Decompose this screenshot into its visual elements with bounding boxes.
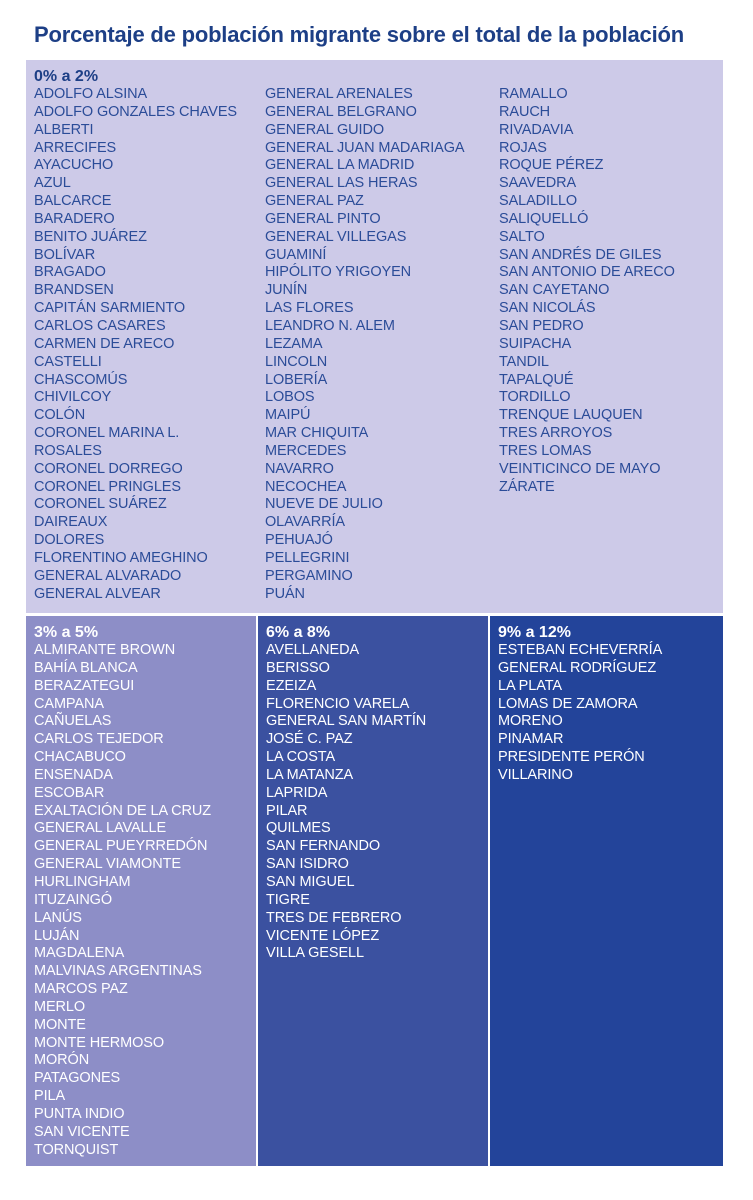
municipality-item: GENERAL RODRÍGUEZ [498, 659, 657, 676]
municipality-item: BALCARCE [34, 193, 112, 210]
municipality-item: CAMPANA [34, 695, 104, 712]
group-0-2-percent [26, 60, 723, 613]
municipality-item: GENERAL ALVARADO [34, 567, 182, 584]
municipality-item: MARCOS PAZ [34, 981, 128, 998]
municipality-item: CORONEL DORREGO [34, 460, 183, 477]
municipality-item: CARMEN DE ARECO [34, 335, 175, 352]
municipality-item: AVELLANEDA [266, 642, 360, 658]
municipality-item: ESTEBAN ECHEVERRÍA [498, 642, 663, 658]
municipality-item: GENERAL PINTO [265, 210, 381, 227]
municipality-item: GENERAL ALVEAR [34, 585, 161, 602]
municipality-item: PATAGONES [34, 1070, 121, 1087]
municipality-item: CHASCOMÚS [34, 371, 128, 388]
group-6-8-percent [258, 616, 488, 1166]
municipality-item: LOBOS [265, 389, 315, 406]
municipality-item: PINAMAR [498, 731, 564, 748]
municipality-item: SAN MIGUEL [266, 873, 355, 890]
municipality-item: CHIVILCOY [34, 389, 112, 406]
municipality-item: LA MATANZA [266, 766, 354, 783]
municipality-item: LEZAMA [265, 335, 323, 352]
municipality-item: RAUCH [499, 103, 551, 120]
municipality-item: FLORENTINO AMEGHINO [34, 549, 208, 566]
municipality-item: SALADILLO [499, 193, 578, 210]
municipality-item: SAN VICENTE [34, 1123, 130, 1140]
municipality-item: ADOLFO ALSINA [34, 86, 148, 102]
municipality-item: CAÑUELAS [34, 713, 112, 730]
municipality-item: MALVINAS ARGENTINAS [34, 963, 202, 980]
municipality-item: ESCOBAR [34, 784, 105, 801]
municipality-item: MORÓN [34, 1052, 90, 1069]
municipality-item: ARRECIFES [34, 139, 117, 156]
municipality-item: PILAR [266, 802, 308, 819]
municipality-item: TORNQUIST [34, 1141, 119, 1158]
municipality-item: PUNTA INDIO [34, 1105, 125, 1122]
municipality-item: TRES LOMAS [499, 442, 592, 459]
municipality-item: HURLINGHAM [34, 873, 131, 890]
municipality-item: MAIPÚ [265, 407, 311, 424]
municipality-item: MAR CHIQUITA [265, 425, 369, 442]
municipality-item: TRES DE FEBRERO [266, 909, 402, 926]
municipality-list [498, 642, 662, 785]
municipality-item: ROSALES [34, 442, 102, 459]
municipality-item: GENERAL PAZ [265, 193, 364, 210]
municipality-item: AYACUCHO [34, 157, 114, 174]
municipality-item: QUILMES [266, 820, 331, 837]
municipality-item: LANÚS [34, 909, 82, 926]
page-title: Porcentaje de población migrante sobre el total de la población [34, 22, 684, 47]
municipality-list [265, 86, 499, 603]
municipality-item: GENERAL VILLEGAS [265, 228, 407, 245]
municipality-item: DOLORES [34, 532, 105, 549]
municipality-item: ALBERTI [34, 121, 94, 138]
municipality-item: GUAMINÍ [265, 246, 327, 263]
municipality-item: ZÁRATE [499, 478, 555, 495]
municipality-item: CAPITÁN SARMIENTO [34, 300, 186, 317]
municipality-item: HIPÓLITO YRIGOYEN [265, 264, 412, 281]
municipality-item: COLÓN [34, 407, 86, 424]
municipality-item: SAN FERNANDO [266, 838, 381, 855]
municipality-item: GENERAL VIAMONTE [34, 856, 181, 873]
municipality-item: PUÁN [265, 585, 305, 602]
municipality-list [34, 86, 265, 603]
municipality-item: RIVADAVIA [499, 121, 574, 138]
municipality-item: JUNÍN [265, 282, 308, 299]
municipality-item: GENERAL ARENALES [265, 86, 413, 102]
municipality-item: OLAVARRÍA [265, 514, 345, 531]
municipality-item: LINCOLN [265, 353, 328, 370]
municipality-item: GENERAL SAN MARTÍN [266, 713, 427, 730]
municipality-item: LUJÁN [34, 927, 80, 944]
municipality-item: MONTE HERMOSO [34, 1034, 165, 1051]
municipality-item: SALIQUELLÓ [499, 210, 589, 227]
municipality-item: AZUL [34, 175, 71, 192]
municipality-item: SAN ANTONIO DE ARECO [499, 264, 675, 281]
municipality-item: TORDILLO [499, 389, 571, 406]
municipality-item: ROQUE PÉREZ [499, 157, 604, 174]
municipality-item: MAGDALENA [34, 945, 125, 962]
municipality-item: TRENQUE LAUQUEN [499, 407, 643, 424]
group-range-label: 9% a 12% [498, 624, 571, 641]
group-range-label: 3% a 5% [34, 624, 99, 641]
municipality-item: LOBERÍA [265, 371, 328, 388]
municipality-item: ROJAS [499, 139, 547, 156]
municipality-item: LAS FLORES [265, 300, 354, 317]
municipality-item: CORONEL SUÁREZ [34, 496, 167, 513]
municipality-item: MERCEDES [265, 442, 347, 459]
municipality-item: GENERAL LAVALLE [34, 820, 167, 837]
municipality-item: SAN ANDRÉS DE GILES [499, 246, 662, 263]
municipality-item: CARLOS TEJEDOR [34, 731, 164, 748]
municipality-item: BENITO JUÁREZ [34, 228, 147, 245]
municipality-item: CHACABUCO [34, 749, 126, 766]
municipality-item: BERAZATEGUI [34, 677, 135, 694]
municipality-item: BOLÍVAR [34, 246, 96, 263]
municipality-item: TIGRE [266, 891, 310, 908]
municipality-item: EZEIZA [266, 677, 317, 694]
municipality-item: VILLA GESELL [266, 945, 364, 962]
group-range-label: 6% a 8% [266, 624, 331, 641]
municipality-item: LA COSTA [266, 749, 336, 766]
municipality-item: SAN PEDRO [499, 317, 584, 334]
municipality-item: NUEVE DE JULIO [265, 496, 383, 513]
municipality-item: BRAGADO [34, 264, 106, 281]
municipality-item: MONTE [34, 1016, 86, 1033]
municipality-item: PEHUAJÓ [265, 532, 333, 549]
group-3-5-percent [26, 616, 256, 1166]
municipality-item: BERISSO [266, 659, 330, 676]
municipality-item: LEANDRO N. ALEM [265, 317, 395, 334]
municipality-item: SALTO [499, 228, 545, 245]
municipality-item: SAN CAYETANO [499, 282, 610, 299]
municipality-item: DAIREAUX [34, 514, 108, 531]
municipality-item: ENSENADA [34, 766, 113, 783]
municipality-item: JOSÉ C. PAZ [266, 731, 353, 748]
municipality-list [266, 642, 426, 963]
municipality-item: VICENTE LÓPEZ [266, 927, 380, 944]
municipality-list [34, 642, 211, 1159]
municipality-item: PELLEGRINI [265, 549, 350, 566]
municipality-item: ADOLFO GONZALES CHAVES [34, 103, 237, 120]
municipality-item: CARLOS CASARES [34, 317, 166, 334]
municipality-item: GENERAL BELGRANO [265, 103, 417, 120]
municipality-item: GENERAL LA MADRID [265, 157, 415, 174]
municipality-item: SAAVEDRA [499, 175, 577, 192]
municipality-item: EXALTACIÓN DE LA CRUZ [34, 802, 212, 819]
municipality-item: PERGAMINO [265, 567, 353, 584]
municipality-item: LAPRIDA [266, 784, 328, 801]
municipality-item: SUIPACHA [499, 335, 572, 352]
municipality-item: SAN ISIDRO [266, 856, 349, 873]
municipality-item: VILLARINO [498, 766, 573, 783]
municipality-item: CORONEL PRINGLES [34, 478, 181, 495]
municipality-item: TANDIL [499, 353, 549, 370]
municipality-item: GENERAL LAS HERAS [265, 175, 418, 192]
municipality-item: PRESIDENTE PERÓN [498, 749, 645, 766]
municipality-item: GENERAL PUEYRREDÓN [34, 838, 208, 855]
municipality-item: BRANDSEN [34, 282, 114, 299]
municipality-item: NAVARRO [265, 460, 334, 477]
municipality-item: ALMIRANTE BROWN [34, 642, 176, 658]
municipality-item: BARADERO [34, 210, 115, 227]
municipality-item: LA PLATA [498, 677, 562, 694]
group-9-12-percent [490, 616, 723, 1166]
municipality-item: MERLO [34, 998, 86, 1015]
municipality-item: LOMAS DE ZAMORA [498, 695, 638, 712]
group-range-label: 0% a 2% [34, 68, 99, 85]
municipality-item: GENERAL GUIDO [265, 121, 385, 138]
municipality-item: NECOCHEA [265, 478, 347, 495]
municipality-item: RAMALLO [499, 86, 568, 102]
municipality-item: CASTELLI [34, 353, 102, 370]
municipality-item: ITUZAINGÓ [34, 891, 113, 908]
municipality-item: MORENO [498, 713, 563, 730]
municipality-item: TRES ARROYOS [499, 425, 613, 442]
municipality-item: VEINTICINCO DE MAYO [499, 460, 661, 477]
municipality-item: GENERAL JUAN MADARIAGA [265, 139, 465, 156]
municipality-item: TAPALQUÉ [499, 371, 574, 388]
municipality-item: PILA [34, 1088, 66, 1105]
municipality-item: CORONEL MARINA L. [34, 425, 180, 442]
municipality-item: SAN NICOLÁS [499, 300, 596, 317]
municipality-item: FLORENCIO VARELA [266, 695, 410, 712]
municipality-list [499, 86, 719, 603]
municipality-item: BAHÍA BLANCA [34, 659, 138, 676]
